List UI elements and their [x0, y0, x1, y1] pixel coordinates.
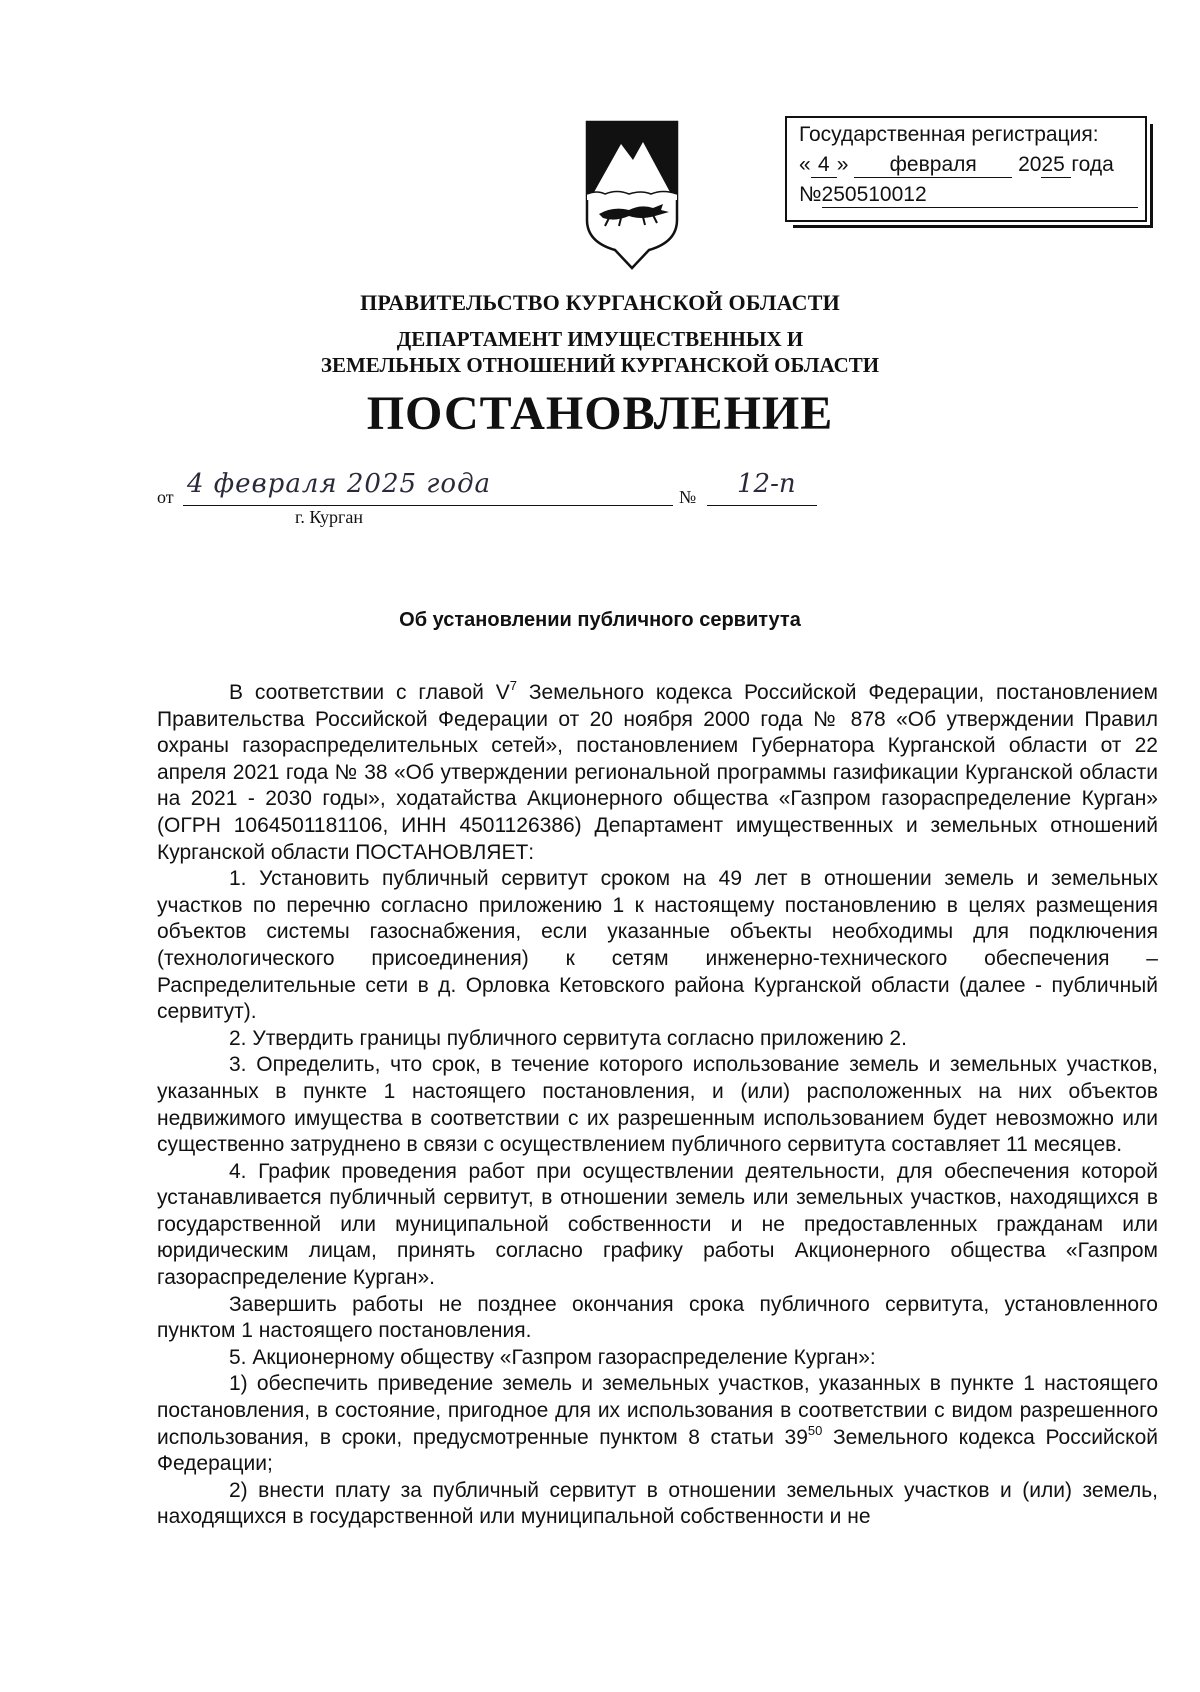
paragraph-item-5-1: 1) обеспечить приведение земель и земельных участков, указанных в пункте 1 настоящего постановления, в состояние, пригодное для их использования в соответствии с видом разрешенного использования, в сроки, предусмотренные пунктом 8 статьи $39^{50}$ Земельного кодекса Российской Федерации;	[157, 1372, 1158, 1476]
government-name: ПРАВИТЕЛЬСТВО КУРГАНСКОЙ ОБЛАСТИ	[360, 290, 840, 315]
paragraph-item-2: 2. Утвердить границы публичного сервитута согласно приложению 2.	[229, 1026, 907, 1050]
registration-day: 4	[811, 153, 837, 178]
document-type: ПОСТАНОВЛЕНИЕ	[366, 387, 834, 440]
paragraph-item-5-2: 2) внести плату за публичный сервитут в отношении земельных участков и (или) земель, находящихся в государственной или муниципальной собственности и не	[157, 1478, 1158, 1529]
department-name: ДЕПАРТАМЕНТ ИМУЩЕСТВЕННЫХ И ЗЕМЕЛЬНЫХ ОТНОШЕНИЙ КУРГАНСКОЙ ОБЛАСТИ	[320, 327, 880, 377]
paragraph-item-4: 4. График проведения работ при осуществлении деятельности, для обеспечения которой устанавливается публичный сервитут, в отношении земель или земельных участков, находящихся в государственной или муниципальной собственности и не предоставленных гражданам или юридическим лицам, принять согласно графику работы Акционерного общества «Газпром газораспределение Курган».	[157, 1159, 1158, 1290]
handwritten-number: 12-п	[737, 469, 796, 499]
registration-number: 250510012	[822, 183, 1138, 208]
handwritten-date: 4 февраля 2025 года	[187, 469, 492, 499]
from-label: от	[157, 487, 174, 507]
document-body	[157, 680, 1158, 1531]
paragraph-preamble: В соответствии с главой $V^7$ Земельного кодекса Российской Федерации, постановлением Правительства Российской Федерации от 20 ноября 2000 года № 878 «Об утверждении Правил охраны газораспределительных сетей», постановлением Губернатора Курганской области от 22 апреля 2021 года № 38 «Об утверждении региональной программы газификации Курганской области на 2021 - 2030 годы», ходатайства Акционерного общества «Газпром газораспределение Курган» (ОГРН 1064501181106, ИНН 4501126386) Департамент имущественных и земельных отношений Курганской области ПОСТАНОВЛЯЕТ:	[157, 678, 1158, 864]
date-number-line	[157, 469, 857, 515]
number-label: №	[679, 487, 697, 507]
coat-of-arms-icon	[585, 120, 679, 270]
paragraph-item-1: 1. Установить публичный сервитут сроком на 49 лет в отношении земель и земельных участков по перечню согласно приложению 1 к настоящему постановлению в целях размещения объектов системы газоснабжения, если указанные объекты необходимы для подключения (технологического присоединения) к сетям инженерно-технического обеспечения – Распределительные сети в д. Орловка Кетовского района Курганской области (далее - публичный сервитут).	[157, 867, 1158, 1024]
registration-year: 25	[1041, 153, 1071, 178]
paragraph-item-5: 5. Акционерному обществу «Газпром газораспределение Курган»:	[229, 1345, 876, 1369]
document-title: Об установлении публичного сервитута	[399, 609, 801, 631]
registration-number-line: №250510012	[799, 180, 1135, 210]
registration-date: « 4 » февраля 2025 года	[799, 153, 1114, 176]
registration-month: февраля	[854, 153, 1012, 178]
registration-title: Государственная регистрация:	[799, 123, 1099, 146]
city-label: г. Курган	[295, 507, 364, 527]
registration-stamp	[785, 116, 1147, 222]
paragraph-item-3: 3. Определить, что срок, в течение которого использование земель и земельных участков, указанных в пункте 1 настоящего постановления, и (или) расположенных на них объектов недвижимого имущества в соответствии с их разрешенным использованием будет невозможно или существенно затруднено в связи с осуществлением публичного сервитута составляет 11 месяцев.	[157, 1053, 1158, 1157]
paragraph-item-4-cont: Завершить работы не позднее окончания срока публичного сервитута, установленного пунктом 1 настоящего постановления.	[157, 1292, 1158, 1343]
